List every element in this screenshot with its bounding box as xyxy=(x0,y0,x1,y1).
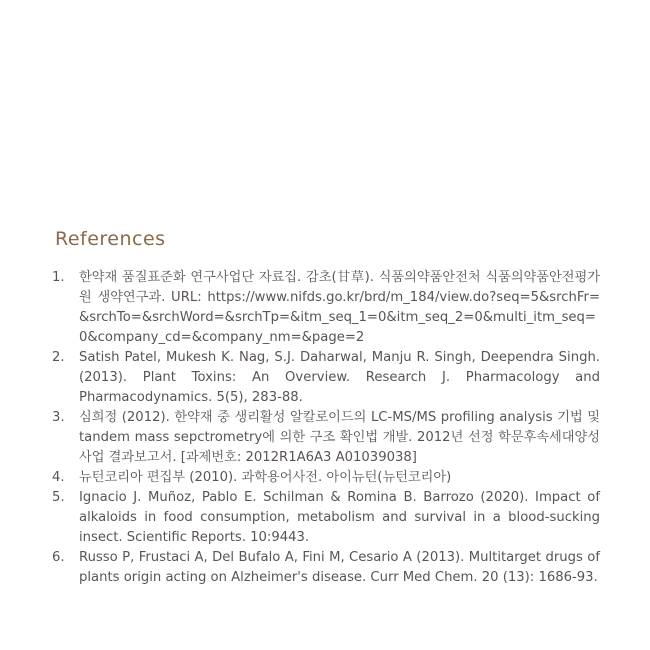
reference-item xyxy=(52,548,600,588)
reference-number: 2. xyxy=(52,350,65,365)
reference-text: Satish Patel, Mukesh K. Nag, S.J. Daharwal, Manju R. Singh, Deependra Singh. (2013). Plant Toxins: An Overview. Research J. Pharmacology and Pharmacodynamics. 5(5), 283-88. xyxy=(79,350,600,405)
reference-item xyxy=(52,488,600,548)
reference-text: 심희정 (2012). 한약재 중 생리활성 알칼로이드의 LC-MS/MS profiling analysis 기법 및 tandem mass sepctrometry에 의한 구조 확인법 개발. 2012년 선정 학문후속세대양성사업 결과보고서. [과제번호: 2012R1A6A3 A01039038] xyxy=(79,410,600,465)
reference-text: Ignacio J. Muñoz, Pablo E. Schilman & Romina B. Barrozo (2020). Impact of alkaloids in food consumption, metabolism and survival in a blood-sucking insect. Scientific Reports. 10:9443. xyxy=(79,490,600,545)
reference-item xyxy=(52,348,600,408)
reference-item xyxy=(52,268,600,348)
reference-text: 한약재 품질표준화 연구사업단 자료집. 감초(甘草). 식품의약품안전처 식품의약품안전평가원 생약연구과. URL: https://www.nifds.go.kr/brd/m_184/view.do?seq=5&srchFr=&srchTo=&srchWord=&srchTp=&itm_seq_1=0&itm_seq_2=0&multi_itm_seq=0&company_cd=&company_nm=&page=2 xyxy=(79,270,600,345)
reference-text: 뉴턴코리아 편집부 (2010). 과학용어사전. 아이뉴턴(뉴턴코리아) xyxy=(79,470,452,485)
references-heading: References xyxy=(55,228,166,250)
reference-item xyxy=(52,468,600,488)
reference-number: 4. xyxy=(52,470,65,485)
reference-item xyxy=(52,408,600,468)
reference-number: 1. xyxy=(52,270,65,285)
reference-number: 3. xyxy=(52,410,65,425)
reference-number: 6. xyxy=(52,550,65,565)
reference-number: 5. xyxy=(52,490,65,505)
reference-list xyxy=(52,268,600,588)
reference-text: Russo P, Frustaci A, Del Bufalo A, Fini M, Cesario A (2013). Multitarget drugs of plants origin acting on Alzheimer's disease. Curr Med Chem. 20 (13): 1686-93. xyxy=(79,550,600,585)
